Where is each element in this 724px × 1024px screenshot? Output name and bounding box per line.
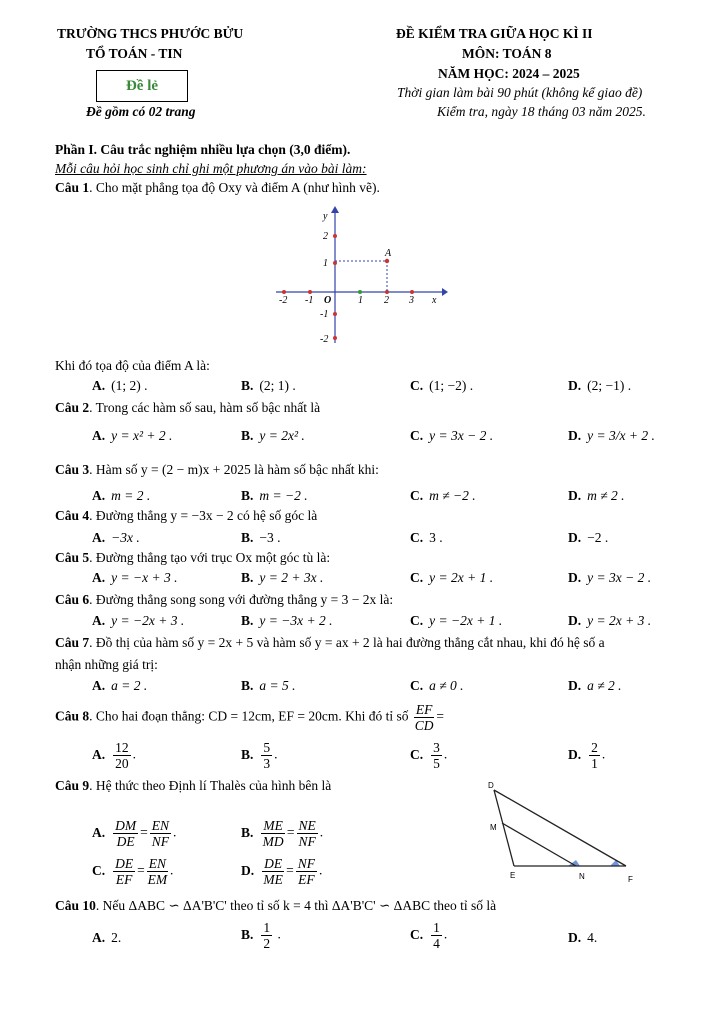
point-a-label: A — [385, 248, 392, 259]
tick-x--2 — [282, 290, 286, 294]
q6-option-c: C. y = −2x + 1 . — [410, 613, 503, 628]
q9-line: Câu 9. Hệ thức theo Định lí Thalès của hình bên là — [55, 778, 332, 793]
tick-x--1 — [308, 290, 312, 294]
q2-option-d: D. y = 3/x + 2 . — [568, 428, 655, 443]
tick-y--1 — [333, 312, 337, 316]
q1-coordinate-graph — [268, 203, 448, 351]
school-name: TRƯỜNG THCS PHƯỚC BỬU — [57, 26, 244, 41]
q1-option-c: C. (1; −2) . — [410, 378, 474, 393]
q2-option-b: B. y = 2x² . — [241, 428, 305, 443]
q1-line — [55, 180, 380, 196]
q3-option-d: D. m ≠ 2 . — [568, 488, 625, 503]
q1-text: . Cho mặt phẳng tọa độ Oxy và điểm A (như hình vẽ). — [89, 180, 380, 195]
label-e: E — [510, 871, 516, 880]
part1-title: Phần I. Câu trắc nghiệm nhiều lựa chọn (3,0 điểm). — [55, 142, 351, 157]
x-tick-label: -2 — [279, 295, 288, 306]
label-n: N — [579, 872, 585, 881]
label-m: M — [490, 823, 497, 832]
q1-option-a: A. (1; 2) . — [92, 378, 148, 393]
q7-option-b: B. a = 5 . — [241, 678, 296, 693]
q5-option-c: C. y = 2x + 1 . — [410, 570, 494, 585]
q7-line: Câu 7. Đồ thị của hàm số y = 2x + 5 và hàm số y = ax + 2 là hai đường thẳng cắt nhau, khi đó hệ số a — [55, 635, 605, 650]
q10-option-d: D. 4. — [568, 930, 598, 945]
label-d: D — [488, 781, 494, 790]
group-name: TỔ TOÁN - TIN — [86, 46, 183, 61]
q7-option-a: A. a = 2 . — [92, 678, 148, 693]
subject: MÔN: TOÁN 8 — [462, 46, 552, 61]
q7-option-d: D. a ≠ 2 . — [568, 678, 622, 693]
q10-line: Câu 10. Nếu ΔABC ∽ ΔA'B'C' theo tỉ số k = 4 thì ΔA'B'C' ∽ ΔABC theo tỉ số là — [55, 898, 497, 913]
point-a — [385, 259, 389, 263]
exam-code-badge: Đề lẻ — [96, 70, 188, 102]
q3-option-c: C. m ≠ −2 . — [410, 488, 476, 503]
q9-option-c: C. $\frac{DE}{EF}$ = $\frac{EN}{EM}$ . — [92, 856, 174, 887]
q8-option-c: C. $\frac{3}{5}$ . — [410, 740, 448, 771]
x-axis-arrow — [442, 288, 448, 296]
exam-title: ĐỀ KIỂM TRA GIỮA HỌC KÌ II — [396, 26, 593, 41]
q7-line2: nhận những giá trị: — [55, 657, 158, 672]
q5-option-a: A. y = −x + 3 . — [92, 570, 178, 585]
tick-y-1 — [333, 261, 337, 265]
q5-line: Câu 5. Đường thẳng tạo với trục Ox một góc tù là: — [55, 550, 331, 565]
segment-df — [494, 790, 626, 866]
x-tick-label: 2 — [384, 295, 389, 306]
q9-option-d: D. $\frac{DE}{ME}$ = $\frac{NF}{EF}$ . — [241, 856, 323, 887]
label-f: F — [628, 875, 633, 884]
q6-option-d: D. y = 2x + 3 . — [568, 613, 652, 628]
q8-option-b: B. $\frac{5}{3}$ . — [241, 740, 278, 771]
exam-date: Kiểm tra, ngày 18 tháng 03 năm 2025. — [437, 104, 646, 119]
q1-option-b: B. (2; 1) . — [241, 378, 296, 393]
q2-option-c: C. y = 3x − 2 . — [410, 428, 494, 443]
q4-option-b: B. −3 . — [241, 530, 281, 545]
tick-y-2 — [333, 234, 337, 238]
q7-option-c: C. a ≠ 0 . — [410, 678, 464, 693]
y-tick-label: -1 — [320, 309, 329, 320]
q9-option-a: A. $\frac{DM}{DE}$ = $\frac{EN}{NF}$ . — [92, 818, 177, 849]
segment-mn — [502, 823, 576, 866]
y-tick-label: -2 — [320, 334, 329, 345]
y-axis-label: y — [323, 211, 328, 222]
q6-line: Câu 6. Đường thẳng song song với đường thẳng y = 3 − 2x là: — [55, 592, 394, 607]
q10-option-c: C. $\frac{1}{4}$ . — [410, 920, 448, 951]
q4-option-c: C. 3 . — [410, 530, 443, 545]
x-tick-label: -1 — [305, 295, 314, 306]
q3-option-b: B. m = −2 . — [241, 488, 308, 503]
tick-x-3 — [410, 290, 414, 294]
y-tick-label: 1 — [323, 258, 328, 269]
q2-option-a: A. y = x² + 2 . — [92, 428, 173, 443]
q3-option-a: A. m = 2 . — [92, 488, 151, 503]
q8-option-a: A. $\frac{12}{20}$ . — [92, 740, 136, 771]
y-axis-arrow — [331, 206, 339, 213]
q5-option-b: B. y = 2 + 3x . — [241, 570, 324, 585]
origin-label: O — [324, 295, 332, 306]
q4-line: Câu 4. Đường thẳng y = −3x − 2 có hệ số góc là — [55, 508, 318, 523]
part1-instruction: Mỗi câu hỏi học sinh chỉ ghi một phương án vào bài làm: — [55, 161, 367, 176]
tick-x-1 — [358, 290, 362, 294]
q1-label: Câu 1 — [55, 180, 90, 195]
tick-y--2 — [333, 336, 337, 340]
q10-option-a: A. 2. — [92, 930, 122, 945]
q2-line: Câu 2. Trong các hàm số sau, hàm số bậc nhất là — [55, 400, 321, 415]
pages-note: Đề gồm có 02 trang — [86, 104, 196, 119]
x-tick-label: 3 — [409, 295, 414, 306]
q1-option-d: D. (2; −1) . — [568, 378, 632, 393]
x-axis-label: x — [432, 295, 437, 306]
time-note: Thời gian làm bài 90 phút (không kể giao đề) — [397, 85, 643, 100]
x-tick-label: 1 — [358, 295, 363, 306]
q9-thales-figure — [480, 778, 640, 888]
q8-line: Câu 8. Cho hai đoạn thẳng: CD = 12cm, EF = 20cm. Khi đó tỉ số $\frac{EF}{CD}$ = — [55, 702, 444, 733]
q8-option-d: D. $\frac{2}{1}$ . — [568, 740, 606, 771]
q4-option-d: D. −2 . — [568, 530, 609, 545]
q6-option-a: A. y = −2x + 3 . — [92, 613, 185, 628]
school-year: NĂM HỌC: 2024 – 2025 — [438, 66, 580, 81]
q6-option-b: B. y = −3x + 2 . — [241, 613, 333, 628]
y-tick-label: 2 — [323, 231, 328, 242]
q8-ratio: $\frac{EF}{CD}$ — [414, 702, 434, 733]
angle-f-mark — [610, 860, 620, 866]
q4-option-a: A. −3x . — [92, 530, 140, 545]
q9-option-b: B. $\frac{ME}{MD}$ = $\frac{NE}{NF}$ . — [241, 818, 324, 849]
q3-line: Câu 3. Hàm số y = (2 − m)x + 2025 là hàm số bậc nhất khi: — [55, 462, 379, 477]
q10-option-b: B. $\frac{1}{2}$ . — [241, 920, 281, 951]
q5-option-d: D. y = 3x − 2 . — [568, 570, 652, 585]
q1-after: Khi đó tọa độ của điểm A là: — [55, 358, 210, 373]
